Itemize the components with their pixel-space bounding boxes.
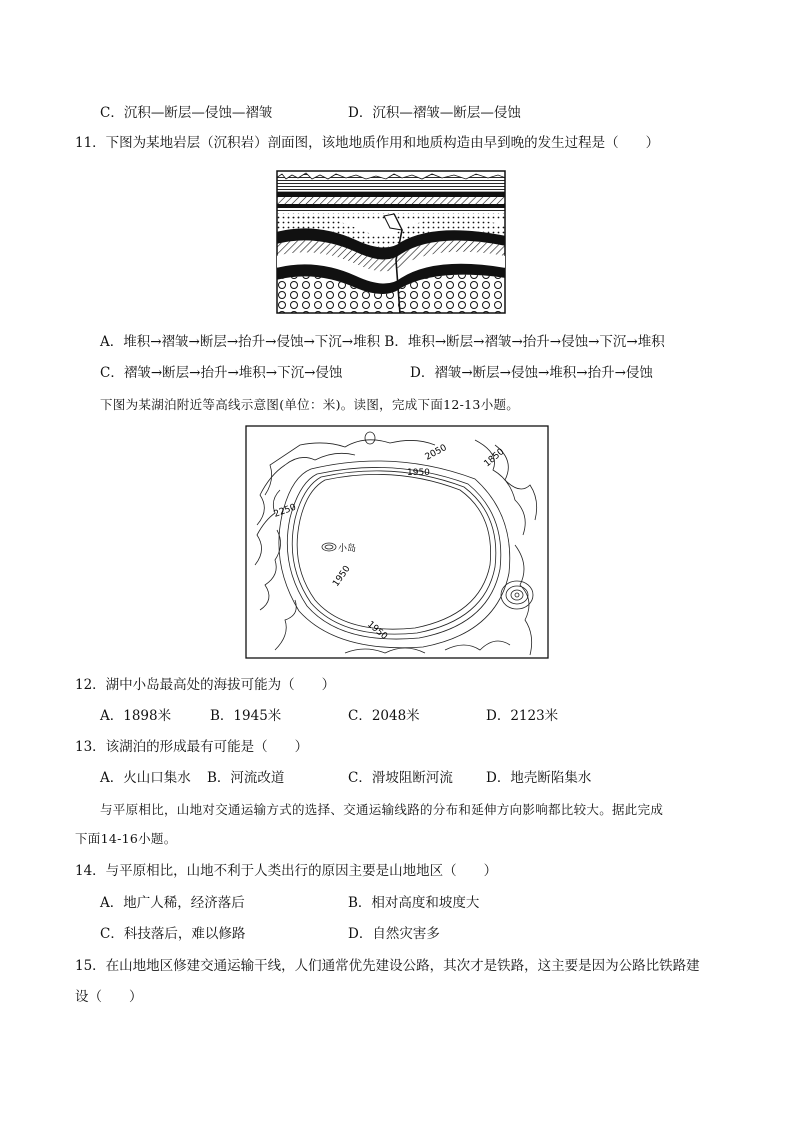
- q15-stem-line2: 设（ ）: [75, 989, 143, 1005]
- q14-option-a: A．地广人稀，经济落后: [100, 895, 245, 911]
- q12-option-c: C．2048米: [348, 708, 420, 724]
- intro-14-16-line1: 与平原相比，山地对交通运输方式的选择、交通运输线路的分布和延伸方向影响都比较大。据此完成: [100, 802, 664, 817]
- q14-stem: 14．与平原相比，山地不利于人类出行的原因主要是山地地区（ ）: [75, 863, 498, 879]
- intro-12-13: 下图为某湖泊附近等高线示意图(单位：米)。读图，完成下面12-13小题。: [100, 397, 520, 412]
- contour-label-2250: 2250: [272, 502, 298, 520]
- q14-option-b: B．相对高度和坡度大: [348, 895, 480, 911]
- q11-options-ab: A．堆积→褶皱→断层→抬升→侵蚀→下沉→堆积 B．堆积→断层→褶皱→抬升→侵蚀→下沉→堆积: [100, 334, 665, 350]
- q14-option-c: C．科技落后，难以修路: [100, 926, 246, 942]
- contour-label-1950-bottom: 1950: [331, 564, 353, 589]
- island-label: 小岛: [338, 544, 357, 554]
- contour-label-1950-lower: 1950: [365, 619, 390, 643]
- q12-option-b: B．1945米: [210, 708, 282, 724]
- q12-option-d: D．2123米: [486, 708, 559, 724]
- contour-label-1950-top: 1950: [407, 468, 430, 478]
- q13-option-d: D．地壳断陷集水: [486, 770, 592, 786]
- contour-label-2050: 2050: [423, 443, 449, 463]
- q11-option-d: D．褶皱→断层→侵蚀→堆积→抬升→侵蚀: [410, 365, 653, 381]
- q10-option-c: C．沉积—断层—侵蚀—褶皱: [100, 105, 273, 121]
- q11-stem: 11．下图为某地岩层（沉积岩）剖面图，该地地质作用和地质构造由早到晚的发生过程是（ ）: [75, 135, 660, 151]
- q11-option-c: C．褶皱→断层→抬升→堆积→下沉→侵蚀: [100, 365, 343, 381]
- q13-option-a: A．火山口集水: [100, 770, 191, 786]
- rock-strata-figure: [276, 170, 506, 314]
- q13-option-b: B．河流改道: [207, 770, 285, 786]
- q12-option-a: A．1898米: [100, 708, 172, 724]
- lake-contour-map: [245, 425, 549, 659]
- q13-option-c: C．滑坡阻断河流: [348, 770, 453, 786]
- q10-option-d: D．沉积—褶皱—断层—侵蚀: [348, 105, 521, 121]
- q15-stem-line1: 15．在山地地区修建交通运输干线，人们通常优先建设公路，其次才是铁路，这主要是因为公路比铁路建: [75, 958, 700, 974]
- contour-label-1850: 1850: [482, 446, 507, 470]
- q14-option-d: D．自然灾害多: [348, 926, 440, 942]
- q12-stem: 12．湖中小岛最高处的海拔可能为（ ）: [75, 677, 336, 693]
- intro-14-16-line2: 下面14-16小题。: [75, 831, 177, 846]
- q13-stem: 13．该湖泊的形成最有可能是（ ）: [75, 739, 309, 755]
